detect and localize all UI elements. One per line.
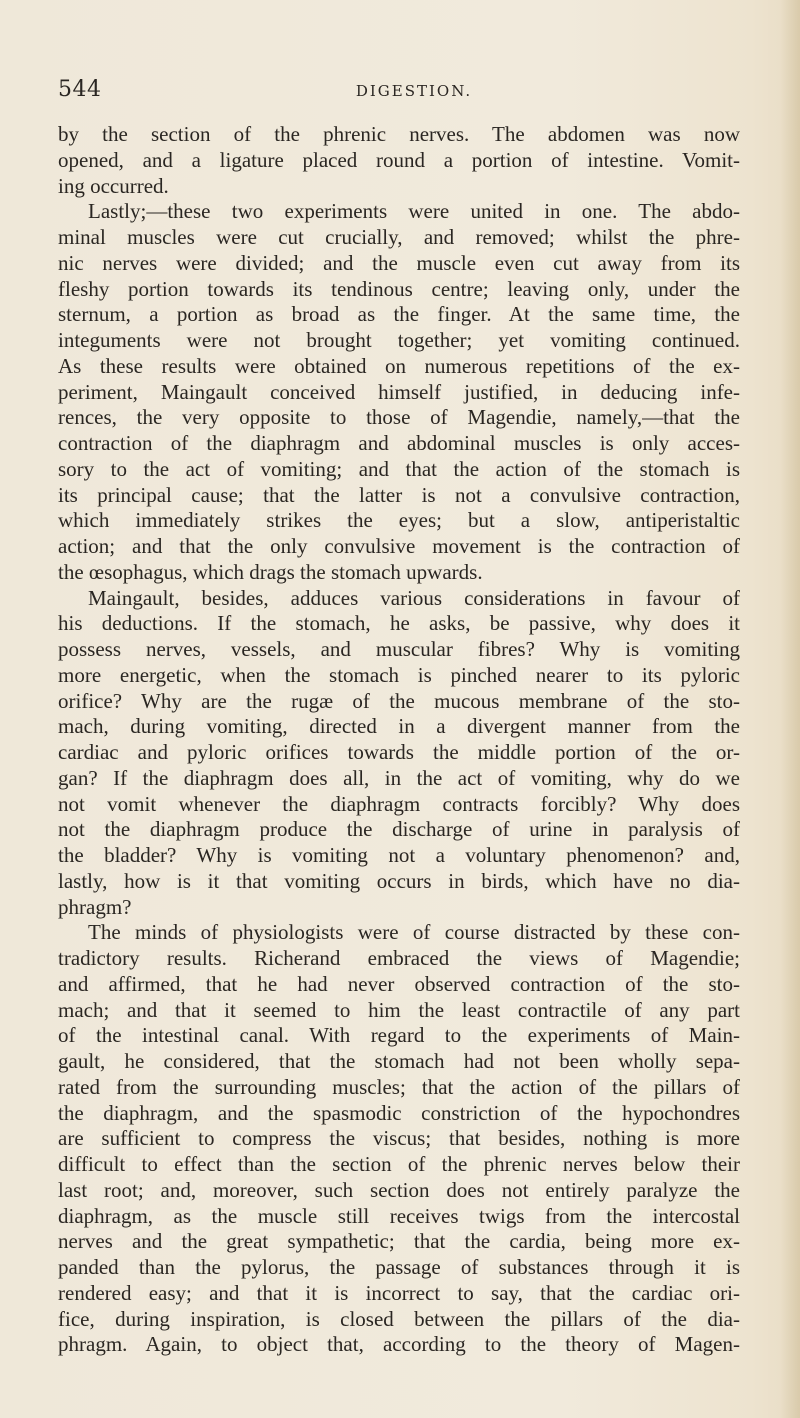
text-line: which immediately strikes the eyes; but a slow, antiperistaltic xyxy=(58,508,740,533)
text-line: action; and that the only convulsive movement is the contraction of xyxy=(58,534,740,558)
text-line: ing occurred. xyxy=(58,173,169,198)
text-line: rated from the surrounding muscles; that the action of the pillars of xyxy=(58,1074,740,1099)
text-line: the diaphragm, and the spasmodic constriction of the hypochondres xyxy=(58,1100,740,1125)
text-line: mach, during vomiting, directed in a divergent manner from the xyxy=(58,714,740,739)
text-line: orifice? Why are the rugæ of the mucous membrane of the sto- xyxy=(58,688,740,713)
text-line: gan? If the diaphragm does all, in the act of vomiting, why do we xyxy=(58,765,740,790)
text-line: rences, the very opposite to those of Magendie, namely,—that the xyxy=(58,405,740,430)
text-line: his deductions. If the stomach, he asks, be passive, why does it xyxy=(58,611,740,636)
text-line: Maingault, besides, adduces various considerations in favour of xyxy=(88,585,740,610)
text-line: not the diaphragm produce the discharge of urine in paralysis of xyxy=(58,817,740,842)
text-line: contraction of the diaphragm and abdominal muscles is only acces- xyxy=(58,431,740,455)
text-line: opened, and a ligature placed round a portion of intestine. Vomit- xyxy=(58,147,740,172)
text-line: fleshy portion towards its tendinous centre; leaving only, under the xyxy=(58,276,740,301)
text-line: periment, Maingault conceived himself justified, in deducing infe- xyxy=(58,379,740,404)
page-number: 544 xyxy=(58,77,102,102)
text-line: of the intestinal canal. With regard to the experiments of Main- xyxy=(58,1023,740,1048)
text-line: cardiac and pyloric orifices towards the middle portion of the or- xyxy=(58,740,740,764)
text-line: the bladder? Why is vomiting not a voluntary phenomenon? and, xyxy=(58,843,740,867)
text-line: possess nerves, vessels, and muscular fibres? Why is vomiting xyxy=(58,637,740,661)
text-line: more energetic, when the stomach is pinched nearer to its pyloric xyxy=(58,662,740,687)
text-line: difficult to effect than the section of the phrenic nerves below their xyxy=(58,1152,740,1176)
text-line: The minds of physiologists were of course distracted by these con- xyxy=(88,920,740,945)
body-text xyxy=(58,122,740,1358)
text-line: the œsophagus, which drags the stomach upwards. xyxy=(58,559,483,584)
text-line: its principal cause; that the latter is not a convulsive contraction, xyxy=(58,482,740,507)
text-line: nic nerves were divided; and the muscle even cut away from its xyxy=(58,250,740,275)
running-head: DIGESTION. xyxy=(355,82,473,100)
text-line: rendered easy; and that it is incorrect to say, that the cardiac ori- xyxy=(58,1280,740,1305)
text-line: mach; and that it seemed to him the least contractile of any part xyxy=(58,997,740,1022)
text-line: not vomit whenever the diaphragm contracts forcibly? Why does xyxy=(58,791,740,816)
text-line: As these results were obtained on numerous repetitions of the ex- xyxy=(58,353,740,378)
text-line: nerves and the great sympathetic; that the cardia, being more ex- xyxy=(58,1229,740,1254)
text-line: sory to the act of vomiting; and that the action of the stomach is xyxy=(58,456,740,481)
text-line: fice, during inspiration, is closed between the pillars of the dia- xyxy=(58,1306,740,1331)
text-line: minal muscles were cut crucially, and removed; whilst the phre- xyxy=(58,225,740,249)
text-line: tradictory results. Richerand embraced the views of Magendie; xyxy=(58,946,740,970)
text-line: and affirmed, that he had never observed contraction of the sto- xyxy=(58,971,740,996)
text-line: gault, he considered, that the stomach had not been wholly sepa- xyxy=(58,1049,740,1073)
text-line: by the section of the phrenic nerves. The abdomen was now xyxy=(58,122,740,146)
page-header xyxy=(58,76,740,108)
text-line: last root; and, moreover, such section does not entirely paralyze the xyxy=(58,1177,740,1202)
text-line: phragm? xyxy=(58,894,132,919)
text-line: panded than the pylorus, the passage of substances through it is xyxy=(58,1255,740,1279)
text-line: lastly, how is it that vomiting occurs in birds, which have no dia- xyxy=(58,868,740,893)
text-line: phragm. Again, to object that, according to the theory of Magen- xyxy=(58,1332,740,1357)
page-edge-shadow xyxy=(780,0,800,1418)
text-line: diaphragm, as the muscle still receives twigs from the intercostal xyxy=(58,1203,740,1228)
text-line: integuments were not brought together; yet vomiting continued. xyxy=(58,328,740,352)
text-line: are sufficient to compress the viscus; that besides, nothing is more xyxy=(58,1126,740,1151)
text-line: Lastly;—these two experiments were united in one. The abdo- xyxy=(88,199,740,224)
text-line: sternum, a portion as broad as the finger. At the same time, the xyxy=(58,302,740,327)
